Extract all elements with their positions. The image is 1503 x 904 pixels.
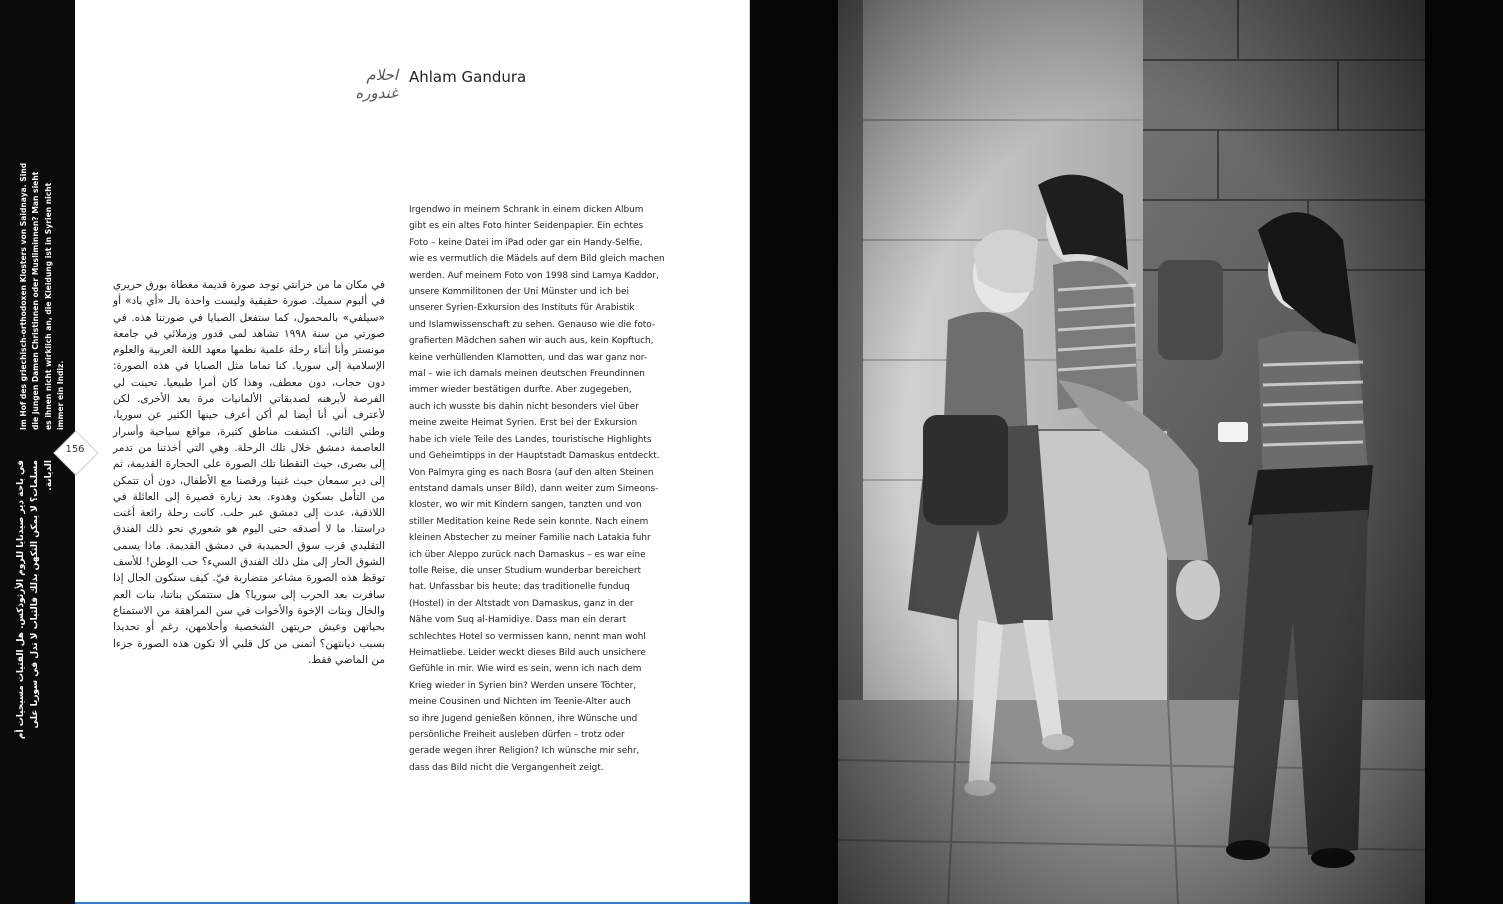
photo-caption-arabic: في باحة دير صيدنايا للروم الأرثوذكس. هل الفتيات مسيحيات أم مسلمات؟ لا يمكن التكهن بذلك فالثياب لا تدل في سوريا على الديانة. [16, 460, 54, 740]
german-text-line: entstand damals unser Bild), dann weiter zum Simeons- [409, 483, 659, 494]
german-text-line: und Geheimtipps in der Hauptstadt Damaskus entdeckt. [409, 451, 660, 462]
german-text-line: wie es vermutlich die Mädels auf dem Bild gleich machen [409, 254, 665, 265]
german-text-line: schlechtes Hotel so vermissen kann, nennt man wohl [409, 631, 646, 642]
german-text-line: Nähe vom Suq al-Hamidiye. Dass man ein derart [409, 615, 627, 626]
german-text-line: Irgendwo in meinem Schrank in einem dicken Album [409, 205, 644, 215]
german-text-line: und Islamwissenschaft zu sehen. Genauso wie die foto- [409, 319, 656, 330]
german-text-line: meine Cousinen und Nichten im Teenie-Alter auch [409, 697, 631, 708]
german-text-line: so ihre Jugend genießen können, ihre Wünsche und [409, 713, 638, 724]
german-text-line: ich über Aleppo zurück nach Damaskus – es war eine [409, 549, 646, 560]
german-text-line: Foto – keine Datei im iPad oder gar ein Handy-Selfie, [409, 237, 643, 248]
german-text-line: werden. Auf meinem Foto von 1998 sind Lamya Kaddor, [409, 270, 659, 281]
german-text-line: (Hostel) in der Altstadt von Damaskus, ganz in der [409, 598, 634, 609]
photo-three-young-women [838, 0, 1425, 904]
german-text-line: Gefühle in mir. Wie wird es sein, wenn ich nach dem [409, 664, 642, 675]
german-text-line: auch ich wusste bis dahin nicht besonders viel über [409, 401, 639, 412]
author-name-arabic: احلام غندوره [355, 66, 398, 102]
author-name: Ahlam Gandura [409, 68, 527, 86]
german-text-line: immer wieder bestätigen durfte. Aber zugegeben, [409, 385, 632, 396]
german-text-line: keine verhüllenden Klamotten, und das war ganz nor- [409, 352, 648, 363]
german-text-line: kloster, wo wir mit Kindern sangen, tanzten und von [409, 500, 642, 511]
german-text-line: unsere Kommilitonen der Uni Münster und ich bei [409, 287, 629, 298]
german-text-line: gerade wegen ihrer Religion? Ich wünsche mir sehr, [409, 746, 640, 757]
article-text-arabic: في مكان ما من خزانتي توجد صورة قديمة مغطاة بورق حريري في ألبوم سميك. صورة حقيقية وليست واحدة بالـ «أي باد» أو «سيلفي» بالمحمول، كما ستفعل الصبايا في صورتنا هذه. في صورتي من سنة ١٩٩٨ تشاهد لمى قدور وزملائي في جامعة مونستر وأنا أثناء رحلة علمية نظمها معهد اللغة العربية والعلوم الإسلامية إلى سوريا. كنا تماما مثل الصبايا في هذه الصورة: دون حجاب، دون معطف، وهذا كان أمرا طبيعيا. تحينت لي الفرصة لأبرهنه لصديقاتي الألمانيات مرة بعد الأخرى. لكن لأعترف أني أنا أيضا لم أكن أعرف حينها الكثير عن سوريا، وطني الثاني. اكتشفت مناطق كثيرة، مواقع سياحية وأسرار العاصمة دمشق خلال تلك الرحلة. وهي التي أخذتنا من تدمر إلى بصرى، حيث التقطنا تلك الصورة على الحجارة القديمة، ثم إلى دير سمعان حيث غنينا ورقصنا مع الأطفال، دون أن تتمكن من التأمل بسكون وهدوء. بعد زيارة قصيرة إلى العائلة في اللاذقية، عدت إلى دمشق عبر حلب. كانت رحلة رائعة أغنت دراستنا. ما لا أصدقه حتى اليوم هو شعوري نحو ذلك الفندق التقليدي قرب سوق الحميدية في دمشق القديمة. ماذا يسمى الشوق الحار إلى مثل ذلك الفندق السيء؟ حب الوطن! للأسف توقظ هذه الصورة مشاعر متضاربة فيّ. كيف ستكون الحال إذا سافرت بعد الحرب إلى سوريا؟ هل ستتمكن بناتنا، بنات العم والخال وبنات الإخوة والأخوات في سن المراهقة من الاستمتاع بحياتهن وعيش حريتهن الشخصية وأحلامهن، رغم أو تحديدا بسبب ديانتهن؟ أتمنى من كل قلبي ألا تكون هذه الصورة جزءا من الماضي فقط. [113, 279, 385, 666]
german-text-line: hat. Unfassbar bis heute: das traditionelle funduq [409, 582, 630, 593]
german-text-line: Krieg wieder in Syrien bin? Werden unsere Töchter, [409, 680, 637, 691]
german-text-line: kleinen Abstecher zu meiner Familie nach Latakia fuhr [409, 533, 651, 544]
german-text-line: grafierten Mädchen sahen wir auch aus, kein Kopftuch, [409, 336, 654, 347]
german-text-line: Von Palmyra ging es nach Bosra (auf den alten Steinen [409, 467, 654, 478]
german-text-line: mal – wie ich damals meinen deutschen Freundinnen [409, 369, 645, 380]
german-text-line: gibt es ein altes Foto hinter Seidenpapier. Ein echtes [409, 221, 644, 232]
german-text-line: dass das Bild nicht die Vergangenheit zeigt. [409, 762, 604, 773]
photo-caption-german: Im Hof des griechisch-orthodoxen Klosters von Saidnaya. Sind die jungen Damen Christinnen oder Musliminnen? Man sieht es ihnen nicht wirklich an, die Kleidung ist in Syrien nicht immer ein Indiz. [19, 162, 66, 430]
german-text-line: stiller Meditation keine Rede sein konnte. Nach einem [409, 516, 649, 527]
german-text-line: persönliche Freiheit ausleben dürfen – trotz oder [409, 730, 625, 740]
page-number: 156 [65, 444, 85, 455]
german-text-line: habe ich viele Teile des Landes, touristische Highlights [409, 434, 652, 445]
german-text-line: Heimatliebe. Leider weckt dieses Bild auch unsichere [409, 647, 646, 658]
article-text-german [409, 202, 665, 776]
german-text-line: tolle Reise, die unser Studium wunderbar bereichert [409, 565, 642, 576]
german-text-line: unserer Syrien-Exkursion des Instituts für Arabistik [409, 303, 635, 314]
german-text-line: meine zweite Heimat Syrien. Erst bei der Exkursion [409, 418, 638, 429]
